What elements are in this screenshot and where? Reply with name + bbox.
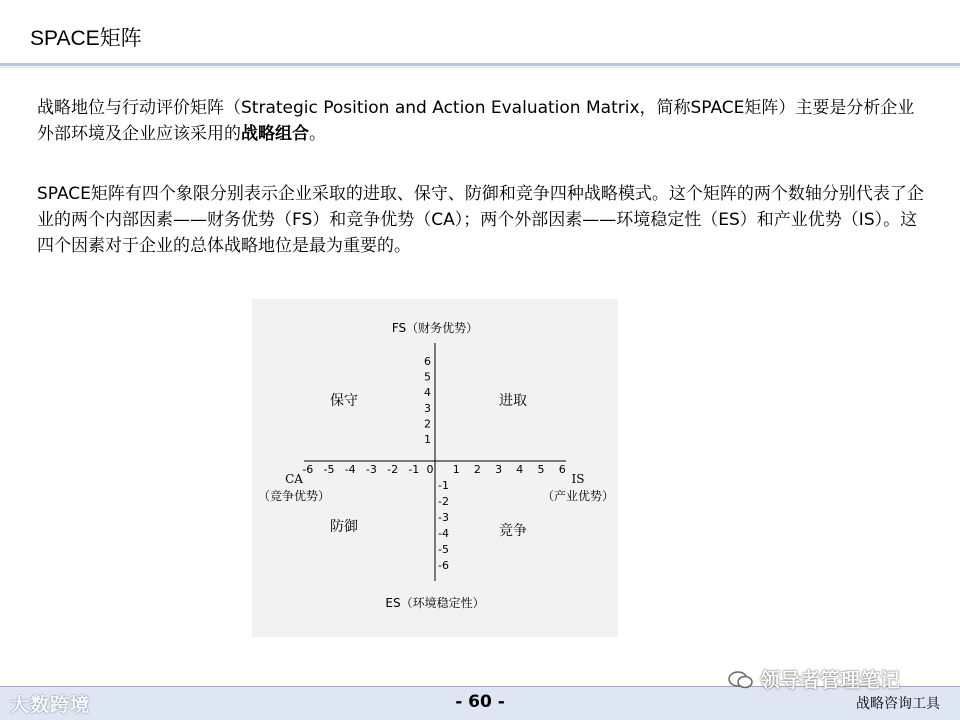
x-tick-label: 6 [558, 463, 566, 476]
wechat-icon [728, 670, 754, 690]
axis-label-right-sub: （产业优势） [541, 489, 615, 503]
y-tick-label: -6 [438, 559, 449, 572]
y-tick-label: 6 [424, 355, 431, 368]
quadrant-top-left: 保守 [330, 393, 358, 409]
x-tick-label: 1 [452, 463, 460, 476]
x-tick-label: 5 [537, 463, 545, 476]
x-tick-label: -5 [323, 463, 335, 476]
quadrant-bottom-left: 防御 [330, 519, 358, 535]
x-tick-label: 0 [426, 463, 434, 476]
intro-paragraph [37, 95, 927, 147]
y-tick-label: -2 [438, 495, 449, 508]
intro-end: 。 [309, 124, 326, 144]
axis-label-right: IS [571, 472, 585, 486]
y-tick-label: -4 [438, 527, 449, 540]
y-tick-label: 1 [424, 433, 431, 446]
x-tick-label: -1 [408, 463, 420, 476]
header-rule-light [0, 67, 960, 68]
y-tick-label: -1 [438, 479, 449, 492]
x-tick-label: 3 [495, 463, 503, 476]
intro-text: 战略地位与行动评价矩阵（Strategic Position and Action Evaluation Matrix，简称SPACE矩阵）主要是分析企业外部环境及企业应该采用的 [37, 98, 915, 144]
space-matrix-svg [252, 299, 618, 637]
space-matrix-diagram [252, 299, 618, 637]
quadrant-bottom-right: 竞争 [499, 523, 527, 539]
watermark-text: 领导者管理笔记 [760, 668, 900, 692]
x-tick-label: 2 [473, 463, 481, 476]
page-title: SPACE矩阵 [30, 27, 142, 50]
intro-bold-term: 战略组合 [241, 124, 309, 144]
y-tick-label: 3 [424, 401, 431, 415]
x-tick-label: -2 [387, 463, 399, 476]
axis-label-top: FS（财务优势） [391, 321, 479, 335]
header-rule [0, 63, 960, 66]
x-tick-label: 4 [516, 463, 524, 476]
page-number: - 60 - [455, 692, 505, 712]
watermark [728, 664, 900, 693]
x-tick-label: -6 [302, 463, 314, 476]
axis-label-bottom: ES（环境稳定性） [385, 596, 485, 610]
x-tick-label: -3 [365, 463, 377, 476]
y-tick-label: -5 [438, 543, 449, 556]
y-tick-label: 2 [424, 417, 431, 431]
axis-label-left-sub: （竞争优势） [257, 489, 331, 503]
y-tick-label: -3 [438, 511, 449, 524]
description-paragraph: SPACE矩阵有四个象限分别表示企业采取的进取、保守、防御和竞争四种战略模式。这个矩阵的两个数轴分别代表了企业的两个内部因素——财务优势（FS）和竞争优势（CA）；两个外部因素——环境稳定性（ES）和产业优势（IS）。这四个因素对于企业的总体战略地位是最为重要的。 [37, 184, 924, 256]
y-tick-label: 5 [424, 370, 431, 384]
footer-section-label: 战略咨询工具 [856, 696, 940, 712]
brand-logo: 大数跨境 [10, 694, 91, 716]
quadrant-top-right: 进取 [499, 393, 527, 409]
x-tick-label: -4 [344, 463, 356, 476]
y-tick-label: 4 [424, 386, 431, 400]
axis-label-left: CA [285, 472, 303, 486]
